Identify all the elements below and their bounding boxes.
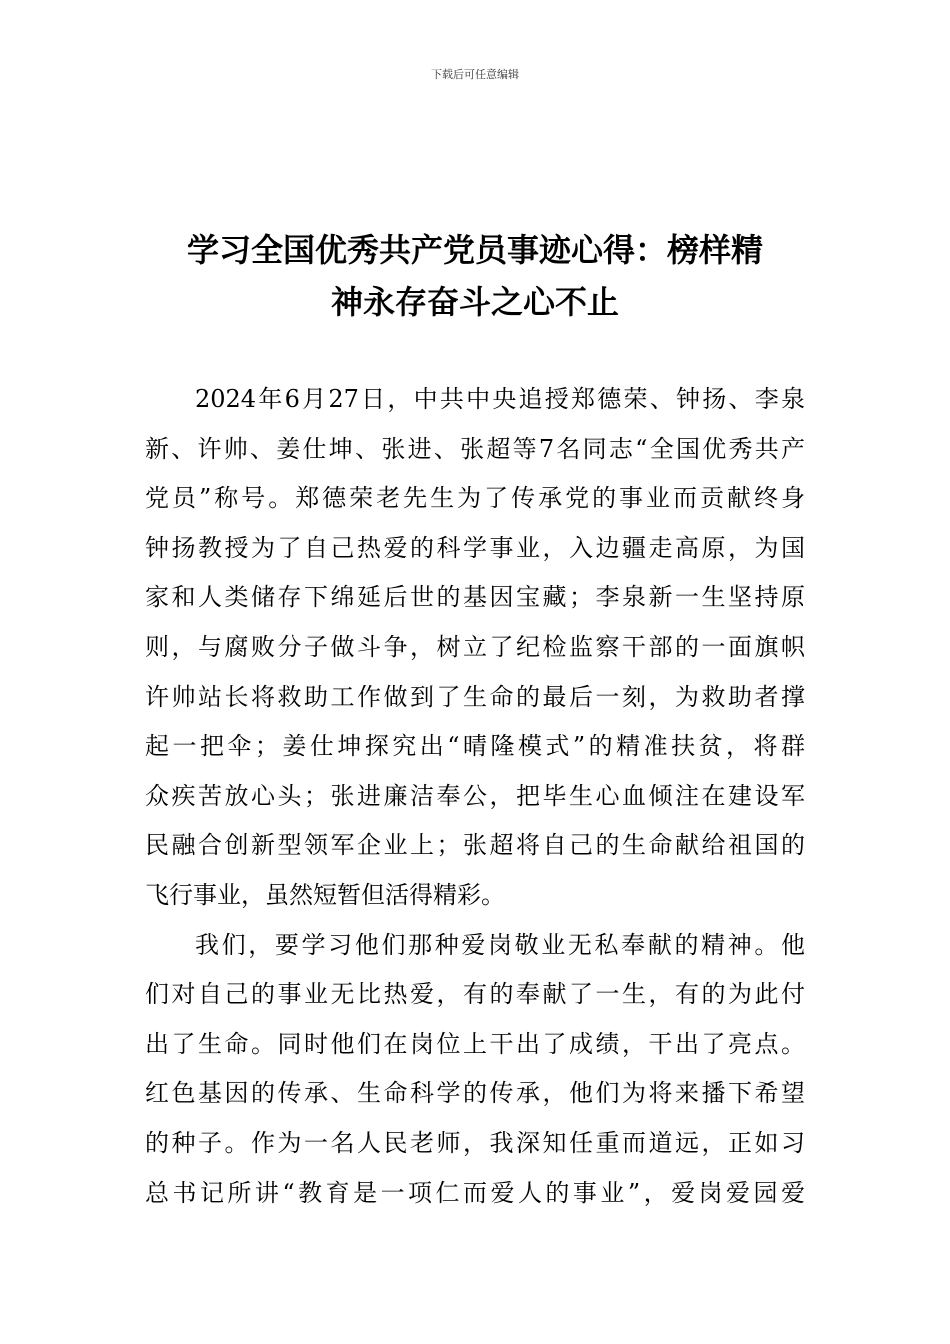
- paragraph-line: 我们，要学习他们那种爱岗敬业无私奉献的精神。他: [195, 930, 805, 959]
- paragraph-2: [145, 921, 805, 1219]
- paragraph-line: 则，与腐败分子做斗争，树立了纪检监察干部的一面旗帜: [145, 632, 805, 661]
- paragraph-line: 众疾苦放心头；张进廉洁奉公，把毕生心血倾注在建设军: [145, 781, 805, 810]
- paragraph-line: 民融合创新型领军企业上；张超将自己的生命献给祖国的: [145, 831, 805, 860]
- paragraph-line: 起一把伞；姜仕坤探究出“晴隆模式”的精准扶贫，将群: [145, 732, 805, 761]
- document-title: [145, 224, 805, 328]
- title-line: 学习全国优秀共产党员事迹心得：榜样精: [186, 231, 763, 269]
- paragraph-line: 新、许帅、姜仕坤、张进、张超等7名同志“全国优秀共产: [145, 434, 805, 463]
- paragraph-line: 总书记所讲“教育是一项仁而爱人的事业”，爱岗爱园爱: [145, 1178, 805, 1207]
- paragraph-line: 党员”称号。郑德荣老先生为了传承党的事业而贡献终身: [145, 484, 805, 513]
- paragraph-line: 家和人类储存下绵延后世的基因宝藏；李泉新一生坚持原: [145, 583, 805, 612]
- header-note: 下载后可任意编辑: [431, 68, 519, 81]
- paragraph-line: 们对自己的事业无比热爱，有的奉献了一生，有的为此付: [145, 980, 805, 1009]
- paragraph-line: 钟扬教授为了自己热爱的科学事业，入边疆走高原，为国: [145, 533, 805, 562]
- title-line: 神永存奋斗之心不止: [330, 283, 619, 321]
- document-body: [145, 375, 805, 1218]
- paragraph-1: [145, 375, 805, 921]
- paragraph-line: 飞行事业，虽然短暂但活得精彩。: [145, 880, 505, 909]
- paragraph-line: 红色基因的传承、生命科学的传承，他们为将来播下希望: [145, 1079, 805, 1108]
- paragraph-line: 的种子。作为一名人民老师，我深知任重而道远，正如习: [145, 1128, 805, 1157]
- paragraph-line: 许帅站长将救助工作做到了生命的最后一刻，为救助者撑: [145, 682, 805, 711]
- paragraph-line: 2024年6月27日，中共中央追授郑德荣、钟扬、李泉: [195, 385, 805, 413]
- paragraph-line: 出了生命。同时他们在岗位上干出了成绩，干出了亮点。: [145, 1029, 805, 1058]
